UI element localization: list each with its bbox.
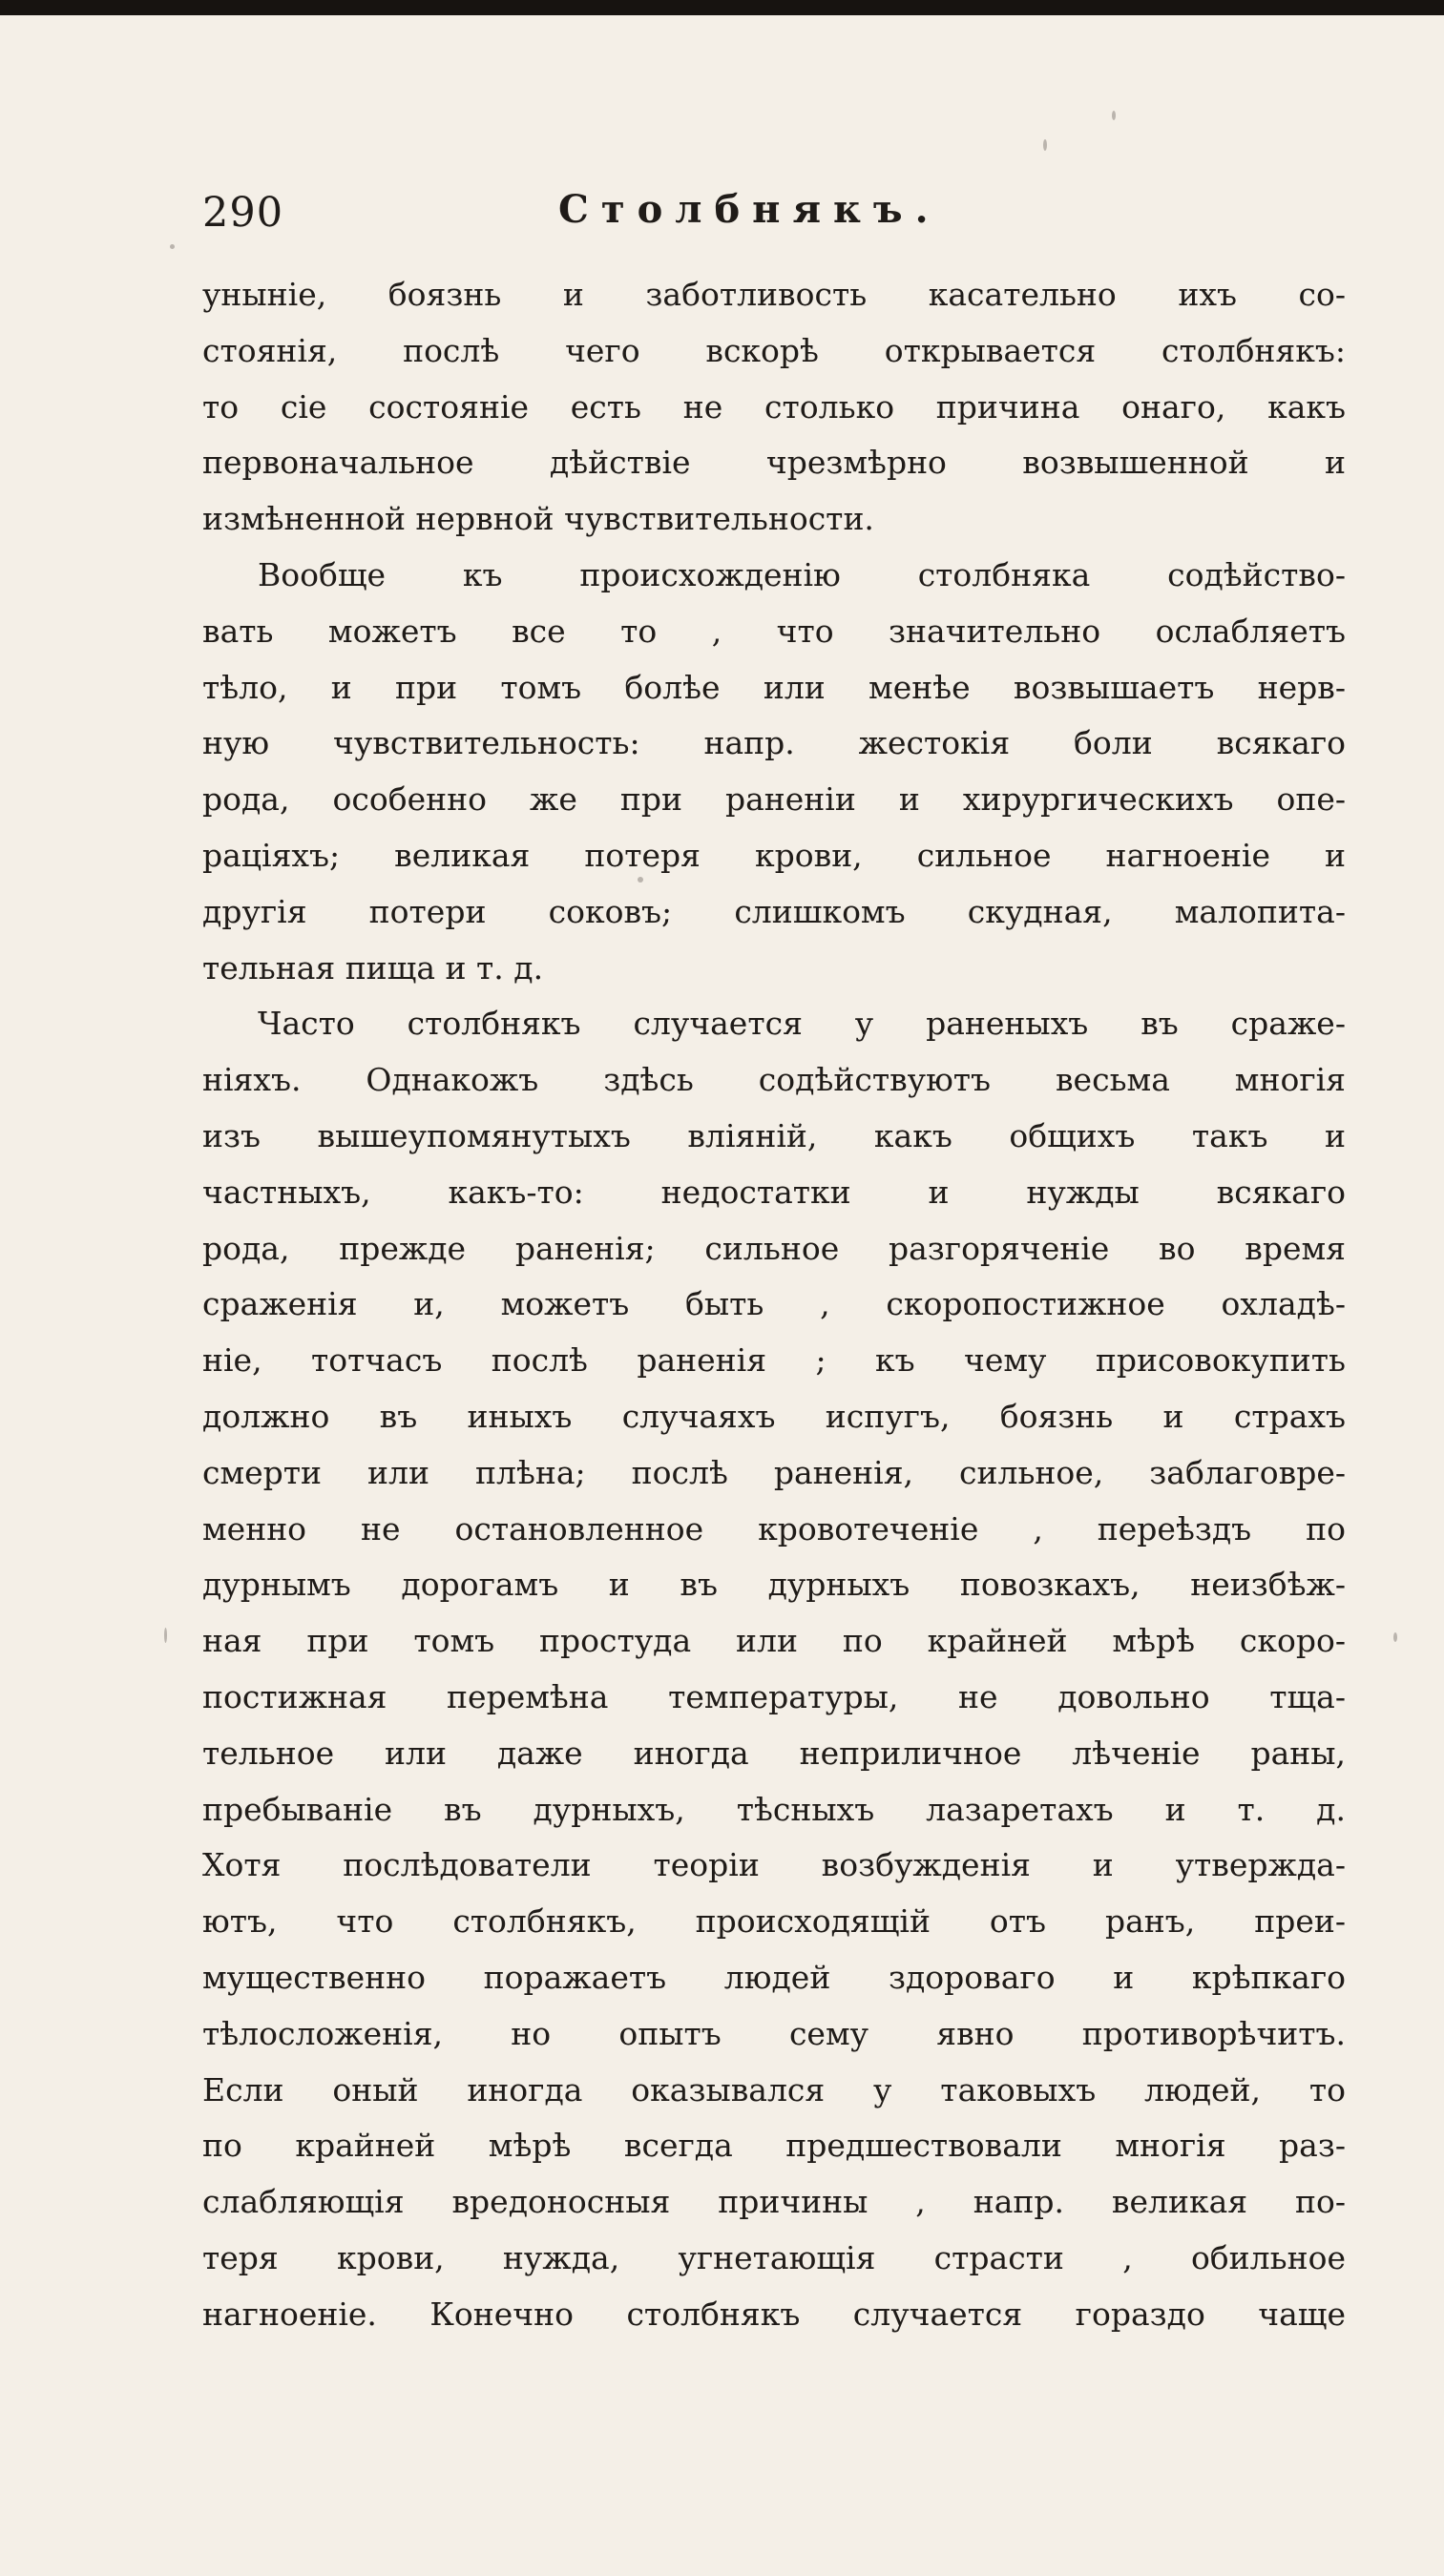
paragraph [202, 996, 1346, 2342]
ink-speck [1043, 139, 1047, 151]
ink-speck [170, 244, 175, 249]
text-line: постижная перемѣна температуры, не довольно тща- [202, 1677, 1346, 1715]
text-line: Часто столбнякъ случается у раненыхъ въ сраже- [258, 1005, 1346, 1043]
paragraph [202, 548, 1346, 996]
text-line: раціяхъ; великая потеря крови, сильное нагноеніе и [202, 836, 1346, 874]
text-line: ная при томъ простуда или по крайней мѣрѣ скоро- [202, 1622, 1346, 1660]
text-line: ную чувствительность: напр. жестокія боли всякаго [202, 724, 1346, 762]
text-line: то сіе состояніе есть не столько причина онаго, какъ [202, 387, 1346, 426]
text-line: ніяхъ. Однакожъ здѣсь содѣйствуютъ весьма многія [202, 1061, 1346, 1099]
text-line: теря крови, нужда, угнетающія страсти , обильное [202, 2238, 1346, 2276]
text-line: дурнымъ дорогамъ и въ дурныхъ повозкахъ, неизбѣж- [202, 1566, 1346, 1604]
text-line: другія потери соковъ; слишкомъ скудная, малопита- [202, 892, 1346, 930]
body-text [202, 267, 1346, 2342]
ink-speck [164, 1628, 167, 1643]
text-line: рода, прежде раненія; сильное разгоряченіе во время [202, 1229, 1346, 1267]
text-line: первоначальное дѣйствіе чрезмѣрно возвышенной и [202, 444, 1346, 482]
text-line: пребываніе въ дурныхъ, тѣсныхъ лазаретахъ и т. д. [202, 1790, 1346, 1828]
text-line: тѣлосложенія, но опытъ сему явно противорѣчитъ. [202, 2014, 1346, 2052]
text-line: менно не остановленное кровотеченіе , переѣздъ по [202, 1509, 1346, 1548]
text-line: изъ вышеупомянутыхъ вліяній, какъ общихъ такъ и [202, 1116, 1346, 1154]
text-line: Если оный иногда оказывался у таковыхъ людей, то [202, 2070, 1346, 2109]
text-line: уныніе, боязнь и заботливость касательно ихъ со- [202, 276, 1346, 313]
page-header [202, 179, 1348, 246]
text-line: стоянія, послѣ чего вскорѣ открывается столбнякъ: [202, 331, 1346, 369]
text-line: тельное или даже иногда неприличное лѣченіе раны, [202, 1734, 1346, 1772]
text-line: рода, особенно же при раненіи и хирургическихъ опе- [202, 780, 1346, 819]
text-line: ніе, тотчасъ послѣ раненія ; къ чему присовокупить [202, 1341, 1346, 1380]
text-line: тельная пища и т. д. [202, 948, 544, 987]
text-line: мущественно поражаетъ людей здороваго и крѣпкаго [202, 1958, 1346, 1996]
ink-speck [1112, 111, 1116, 120]
text-line: тѣло, и при томъ болѣе или менѣе возвышаетъ нерв- [202, 668, 1346, 706]
paragraph [202, 267, 1346, 548]
ink-speck [1393, 1632, 1397, 1642]
text-line: измѣненной нервной чувствительности. [202, 500, 874, 538]
text-line: сраженія и, можетъ быть , скоропостижное охладѣ- [202, 1285, 1346, 1323]
scan-top-edge [0, 0, 1444, 15]
text-line: вать можетъ все то , что значительно ослабляетъ [202, 612, 1346, 650]
text-line: смерти или плѣна; послѣ раненія, сильное, заблаговре- [202, 1453, 1346, 1491]
text-line: по крайней мѣрѣ всегда предшествовали многія раз- [202, 2127, 1346, 2165]
text-line: нагноеніе. Конечно столбнякъ случается гораздо чаще [202, 2295, 1346, 2333]
text-line: Хотя послѣдователи теоріи возбужденія и утвержда- [202, 1846, 1346, 1884]
running-title: Столбнякъ. [558, 187, 941, 232]
text-line: слабляющія вредоносныя причины , напр. великая по- [202, 2183, 1346, 2221]
text-line: должно въ иныхъ случаяхъ испугъ, боязнь и страхъ [202, 1397, 1346, 1435]
page-number: 290 [202, 189, 284, 237]
text-line: частныхъ, какъ-то: недостатки и нужды всякаго [202, 1173, 1346, 1211]
text-line: Вообще къ происхожденію столбняка содѣйство- [258, 555, 1346, 593]
text-line: ютъ, что столбнякъ, происходящій отъ ранъ, преи- [202, 1902, 1346, 1941]
